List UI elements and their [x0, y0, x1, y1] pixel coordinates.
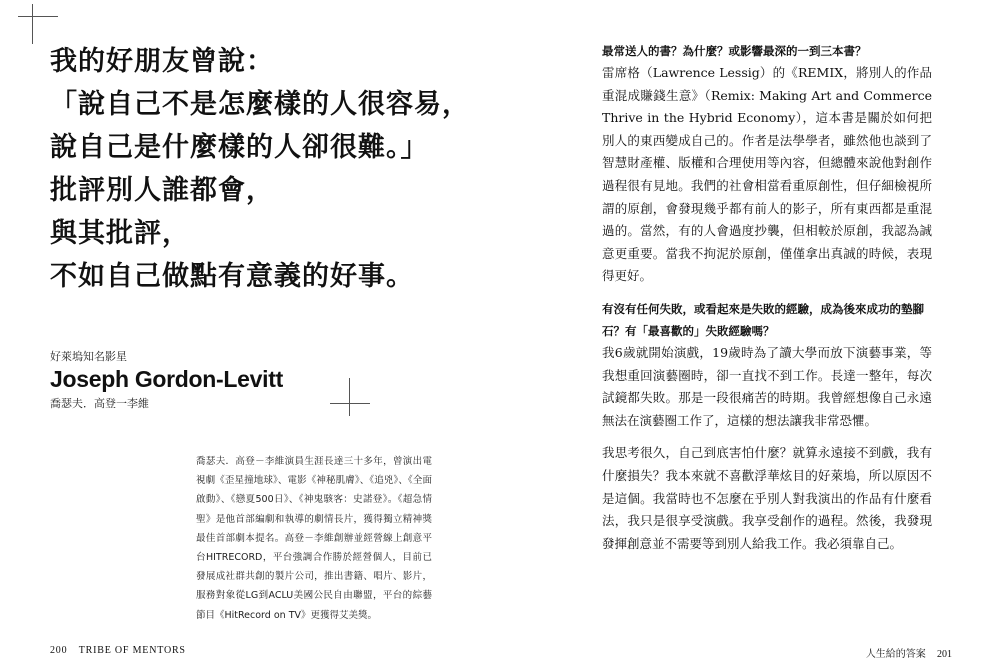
running-title-right: 人生給的答案: [865, 649, 926, 660]
running-title-left: TRIBE OF MENTORS: [78, 645, 186, 656]
right-page-body: [602, 40, 932, 555]
page-number-left: 200: [50, 645, 68, 656]
quote-line: 批評別人誰都會，: [50, 175, 274, 206]
answer-3: 我思考很久，自己到底害怕什麼？就算永遠接不到戲，我有什麼損失？我本來就不喜歡浮華炫目的好萊塢，所以原因不是這個。我當時也不怎麼在乎別人對我演出的作品有什麼看法，我只是很享受演戲。我享受創作的過程。然後，我發現發揮創意並不需要等到別人給我工作。我必須靠自己。: [602, 445, 932, 551]
question-2: 有沒有任何失敗，或看起來是失敗的經驗，成為後來成功的墊腳石？有「最喜歡的」失敗經驗嗎？: [602, 301, 924, 338]
answer-2: 我6歲就開始演戲，19歲時為了讀大學而放下演藝事業，等我想重回演藝圈時，卻一直找不到工作。長達一整年，每次試鏡都失敗。那是一段很痛苦的時期。我曾經想像自己永遠無法在演藝圈工作了，這樣的想法讓我非常恐懼。: [602, 344, 932, 428]
attribution: [50, 348, 283, 411]
page-number-right: 201: [937, 649, 952, 660]
attribution-name: Joseph Gordon-Levitt: [50, 366, 283, 392]
crop-mark-middle-horizontal: [330, 403, 370, 404]
answer-1: 雷席格（Lawrence Lessig）的《REMIX，將別人的作品重混成賺錢生意》（Remix: Making Art and Commerce Thrive in the Hybrid Economy），這本書是關於如何把別人的東西變成自己的。作者是法學學者，雖然他也談到了智慧財產權、版權和合理使用等內容，但總體來說他對創作過程很有見地。我們的社會相當看重原創性，但仔細檢視所謂的原創，會發現幾乎都有前人的影子，所有東西都是重混過的。當然，有的人會過度抄襲，但相較於原創，我認為誠意更重要。當我不拘泥於原創，僅僅拿出真誠的時候，表現得更好。: [602, 65, 932, 284]
crop-mark-top-left-horizontal: [18, 16, 58, 17]
bio-paragraph: 喬瑟夫．高登－李維演員生涯長達三十多年，曾演出電視劇《歪星撞地球》、電影《神秘肌膚》、《追兇》、《全面啟動》、《戀夏500日》、《神鬼駭客：史諾登》。《超急情聖》是他首部編劇和執導的劇情長片，獲得獨立精神獎最佳首部劇本提名。高登－李維創辦並經營線上創意平台HITRECORD，平台強調合作勝於經營個人，目前已發展成社群共創的製片公司，推出書籍、唱片、影片，服務對象從LG到ACLU美國公民自由聯盟，平台的綜藝節目《HitRecord on TV》更獲得艾美獎。: [196, 456, 432, 621]
quote-line: 說自己是什麼樣的人卻很難。」: [50, 132, 429, 163]
quote-line: 不如自己做點有意義的好事。: [50, 261, 414, 292]
question-1: 最常送人的書？為什麼？或影響最深的一到三本書？: [602, 44, 867, 58]
quote-line: 「說自己不是怎麼樣的人很容易，: [50, 89, 470, 120]
quote-line: 我的好朋友曾說：: [50, 46, 274, 77]
attribution-name-chinese: 喬瑟夫．高登一李維: [50, 397, 149, 410]
crop-mark-top-left-vertical: [32, 4, 33, 44]
footer-left: [50, 645, 186, 656]
footer-right: [866, 645, 952, 660]
attribution-role: 好萊塢知名影星: [50, 350, 127, 363]
quote-line: 與其批評，: [50, 218, 190, 249]
pull-quote: [50, 40, 520, 298]
crop-mark-middle-vertical: [349, 378, 350, 416]
